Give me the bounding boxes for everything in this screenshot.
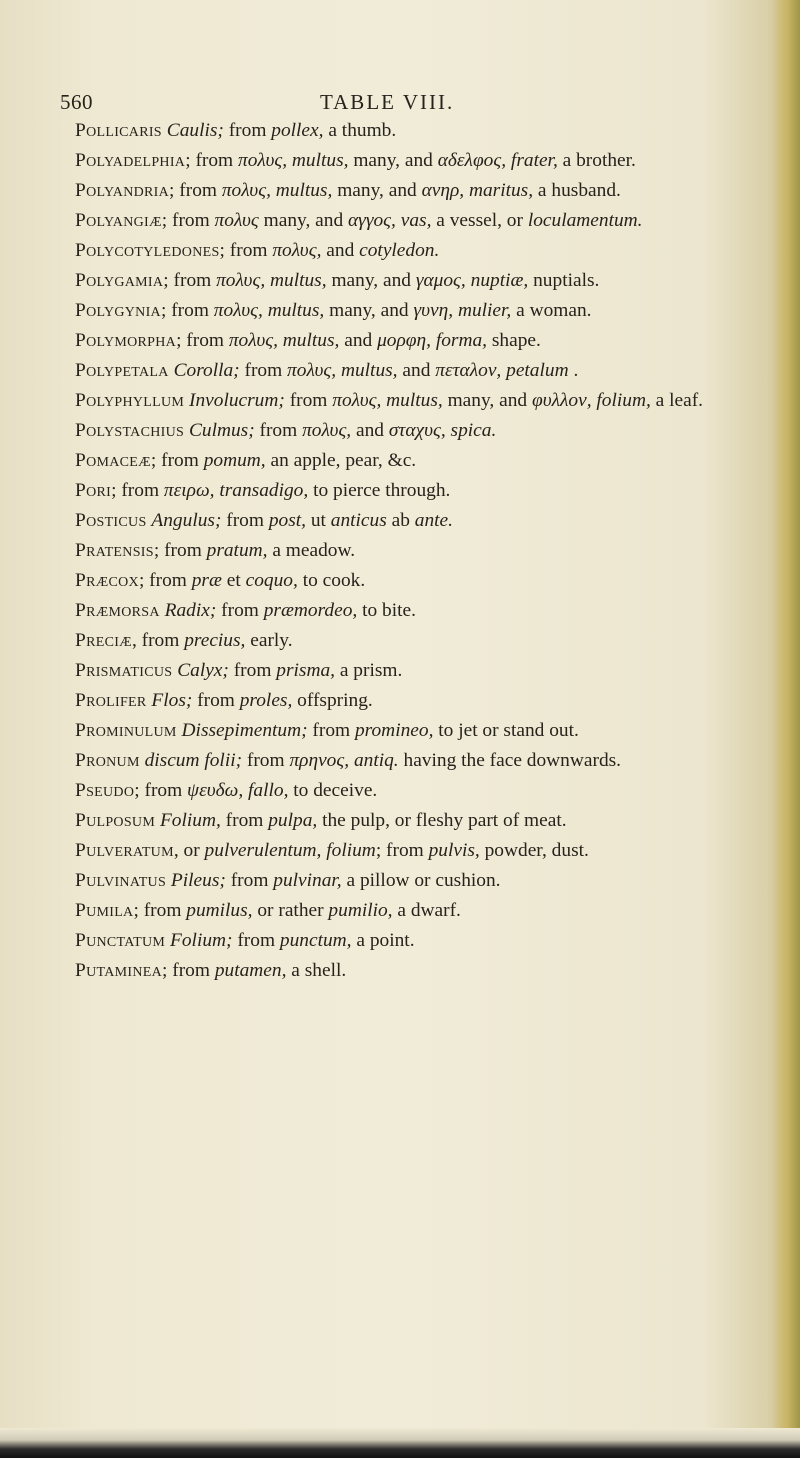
entry-text: from bbox=[284, 390, 333, 411]
entry-text: and bbox=[351, 420, 389, 441]
entry-text: ; from bbox=[160, 300, 214, 321]
entry-italic-text: πρηνος, antiq. bbox=[289, 750, 399, 771]
entry-italic-text: pomum, bbox=[203, 450, 266, 471]
entry-italic-text: præmordeo, bbox=[263, 600, 358, 621]
entry-text: many, and bbox=[258, 210, 348, 231]
entry-italic-text: prisma, bbox=[276, 660, 335, 681]
entry-text: a husband. bbox=[533, 180, 621, 201]
glossary-entry bbox=[75, 448, 735, 473]
entry-text: an apple, pear, &c. bbox=[265, 450, 417, 471]
entry-italic-text: discum folii; bbox=[144, 750, 243, 771]
entry-text: a dwarf. bbox=[392, 900, 461, 921]
glossary-entry bbox=[75, 628, 735, 653]
entry-text: from bbox=[242, 750, 290, 771]
entry-term: Pulveratum bbox=[75, 840, 174, 861]
entry-term: Pulvinatus bbox=[75, 870, 167, 891]
scan-bottom-edge bbox=[0, 1428, 800, 1458]
entry-term: Polygamia bbox=[75, 270, 164, 291]
entry-italic-text: ανηρ, maritus, bbox=[421, 180, 534, 201]
entry-italic-text: Radix; bbox=[164, 600, 217, 621]
glossary-entry bbox=[75, 868, 735, 893]
entry-term: Præcox bbox=[75, 570, 139, 591]
entry-italic-text: μορφη, forma, bbox=[377, 330, 488, 351]
entry-term: Prolifer bbox=[75, 690, 147, 711]
entry-italic-text: πολυς, bbox=[302, 420, 352, 441]
entry-text: the pulp, or fleshy part of meat. bbox=[317, 810, 567, 831]
entry-text: ; from bbox=[150, 450, 204, 471]
entry-text: and bbox=[321, 240, 360, 261]
entry-italic-text: φυλλον, folium, bbox=[531, 390, 651, 411]
entry-text: many, and bbox=[324, 300, 414, 321]
entry-text: ; from bbox=[163, 270, 217, 291]
glossary-entry bbox=[75, 718, 735, 743]
glossary-entry bbox=[75, 688, 735, 713]
entry-italic-text: Folium; bbox=[170, 930, 233, 951]
entry-term: Posticus bbox=[75, 510, 147, 531]
entry-text: a pillow or cushion. bbox=[341, 870, 501, 891]
entry-italic-text: coquo, bbox=[245, 570, 298, 591]
glossary-entry bbox=[75, 898, 735, 923]
entry-text: many, and bbox=[348, 150, 438, 171]
entry-italic-text: ψευδω, fallo, bbox=[187, 780, 289, 801]
entry-text: early. bbox=[245, 630, 293, 651]
entry-text: from bbox=[225, 870, 274, 891]
entry-italic-text: πολυς, multus, bbox=[221, 180, 333, 201]
entry-italic-text: πολυς, multus, bbox=[287, 360, 398, 381]
entry-term: Punctatum bbox=[75, 930, 166, 951]
entry-italic-text: πολυς, bbox=[272, 240, 322, 261]
entry-term: Polyangiæ bbox=[75, 210, 162, 231]
entry-italic-text: αγγος, vas, bbox=[348, 210, 432, 231]
entry-text: and bbox=[397, 360, 436, 381]
entry-text: many, and bbox=[332, 180, 422, 201]
entry-text: to deceive. bbox=[288, 780, 378, 801]
glossary-entry bbox=[75, 268, 735, 293]
entry-italic-text: πολυς, multus, bbox=[237, 150, 349, 171]
entry-text: ; from bbox=[138, 570, 192, 591]
entry-italic-text: Caulis; bbox=[166, 120, 224, 141]
entry-text: ; from bbox=[162, 960, 215, 981]
entry-text: ; from bbox=[169, 180, 222, 201]
entry-text: ; from bbox=[161, 210, 215, 231]
entry-italic-text: πολυς bbox=[214, 210, 259, 231]
entry-text: offspring. bbox=[292, 690, 373, 711]
entry-italic-text: Flos; bbox=[151, 690, 193, 711]
entry-text: ; from bbox=[375, 840, 429, 861]
entry-text: ; from bbox=[153, 540, 207, 561]
entry-term: Prismaticus bbox=[75, 660, 173, 681]
entry-term: Pori bbox=[75, 480, 112, 501]
entry-italic-text: precius, bbox=[184, 630, 246, 651]
glossary-entry bbox=[75, 808, 735, 833]
entry-text: from bbox=[228, 660, 277, 681]
entry-text: from bbox=[232, 930, 280, 951]
glossary-entry bbox=[75, 538, 735, 563]
entry-term: Polygynia bbox=[75, 300, 161, 321]
entry-italic-text: Calyx; bbox=[177, 660, 229, 681]
entry-text: ; from bbox=[133, 900, 187, 921]
entry-text: a meadow. bbox=[267, 540, 356, 561]
entry-italic-text: πολυς, multus, bbox=[228, 330, 340, 351]
entry-term: Putaminea bbox=[75, 960, 163, 981]
entry-term: Pomaceæ bbox=[75, 450, 151, 471]
entry-italic-text: Angulus; bbox=[151, 510, 222, 531]
entry-term: Prominulum bbox=[75, 720, 177, 741]
entry-text: ; from bbox=[185, 150, 238, 171]
entry-italic-text: Involucrum; bbox=[188, 390, 285, 411]
entry-text: many, and bbox=[442, 390, 532, 411]
entry-text: a shell. bbox=[286, 960, 347, 981]
entry-term: Pratensis bbox=[75, 540, 154, 561]
entry-text: a brother. bbox=[557, 150, 636, 171]
entry-term: Præmorsa bbox=[75, 600, 160, 621]
entry-text: from bbox=[220, 810, 269, 831]
running-title: TABLE VIII. bbox=[320, 90, 455, 114]
glossary-entries bbox=[75, 118, 735, 988]
entry-italic-text: proles, bbox=[239, 690, 293, 711]
entry-text: having the face downwards. bbox=[398, 750, 622, 771]
entry-italic-text: pulpa, bbox=[268, 810, 318, 831]
glossary-entry bbox=[75, 148, 735, 173]
entry-text: a thumb. bbox=[323, 120, 397, 141]
entry-italic-text: αδελφος, frater, bbox=[437, 150, 558, 171]
entry-italic-text: anticus bbox=[330, 510, 387, 531]
glossary-entry bbox=[75, 298, 735, 323]
entry-text: ; from bbox=[111, 480, 164, 501]
entry-term: Polyadelphia bbox=[75, 150, 186, 171]
entry-italic-text: pratum, bbox=[206, 540, 268, 561]
glossary-entry bbox=[75, 418, 735, 443]
glossary-entry bbox=[75, 358, 735, 383]
entry-text: a prism. bbox=[335, 660, 403, 681]
glossary-entry bbox=[75, 778, 735, 803]
entry-italic-text: πολυς, multus, bbox=[213, 300, 325, 321]
glossary-entry bbox=[75, 478, 735, 503]
entry-text: and bbox=[339, 330, 378, 351]
entry-italic-text: Pileus; bbox=[170, 870, 226, 891]
entry-term: Pulposum bbox=[75, 810, 156, 831]
glossary-entry bbox=[75, 958, 735, 983]
entry-text: . bbox=[568, 360, 579, 381]
entry-term: Polypetala bbox=[75, 360, 169, 381]
entry-text: to cook. bbox=[297, 570, 366, 591]
entry-text: a leaf. bbox=[650, 390, 704, 411]
entry-text: ; from bbox=[219, 240, 273, 261]
entry-term: Pumila bbox=[75, 900, 134, 921]
entry-italic-text: putamen, bbox=[214, 960, 287, 981]
glossary-entry bbox=[75, 748, 735, 773]
entry-text: , or bbox=[173, 840, 205, 861]
entry-text: from bbox=[221, 510, 269, 531]
entry-italic-text: πολυς, multus, bbox=[216, 270, 327, 291]
entry-term: Pronum bbox=[75, 750, 140, 771]
entry-italic-text: Dissepimentum; bbox=[181, 720, 308, 741]
entry-text: ut bbox=[305, 510, 331, 531]
entry-italic-text: σταχυς, spica. bbox=[388, 420, 497, 441]
entry-text: nuptials. bbox=[528, 270, 600, 291]
page-edge-shadow bbox=[772, 0, 800, 1458]
entry-text: ; from bbox=[134, 780, 188, 801]
entry-text: from bbox=[254, 420, 303, 441]
entry-italic-text: pulvis, bbox=[428, 840, 480, 861]
entry-italic-text: πολυς, multus, bbox=[332, 390, 443, 411]
entry-italic-text: πειρω, transadigo, bbox=[163, 480, 309, 501]
entry-text: from bbox=[216, 600, 264, 621]
glossary-entry bbox=[75, 178, 735, 203]
entry-term: Polycotyledones bbox=[75, 240, 220, 261]
entry-text: ; from bbox=[176, 330, 229, 351]
glossary-entry bbox=[75, 928, 735, 953]
entry-text: a woman. bbox=[511, 300, 592, 321]
glossary-entry bbox=[75, 838, 735, 863]
entry-text: a point. bbox=[351, 930, 415, 951]
entry-text: many, and bbox=[326, 270, 416, 291]
entry-italic-text: præ bbox=[191, 570, 222, 591]
entry-italic-text: pumilio, bbox=[328, 900, 393, 921]
entry-term: Polymorpha bbox=[75, 330, 177, 351]
glossary-entry bbox=[75, 568, 735, 593]
entry-text: to jet or stand out. bbox=[433, 720, 579, 741]
entry-italic-text: pumilus, bbox=[186, 900, 253, 921]
glossary-entry bbox=[75, 208, 735, 233]
entry-italic-text: pulverulentum, folium bbox=[204, 840, 376, 861]
entry-text: from bbox=[223, 120, 272, 141]
entry-italic-text: loculamentum. bbox=[527, 210, 643, 231]
entry-term: Preciæ bbox=[75, 630, 132, 651]
entry-italic-text: cotyledon. bbox=[359, 240, 440, 261]
entry-text: et bbox=[221, 570, 246, 591]
entry-text: from bbox=[192, 690, 240, 711]
glossary-entry bbox=[75, 658, 735, 683]
entry-text: a vessel, or bbox=[431, 210, 528, 231]
glossary-entry bbox=[75, 238, 735, 263]
entry-text: from bbox=[239, 360, 288, 381]
entry-italic-text: punctum, bbox=[279, 930, 352, 951]
page-number: 560 bbox=[60, 90, 93, 114]
entry-italic-text: promineo, bbox=[354, 720, 434, 741]
entry-text: from bbox=[307, 720, 355, 741]
entry-term: Polyandria bbox=[75, 180, 170, 201]
entry-italic-text: γυνη, mulier, bbox=[413, 300, 512, 321]
entry-italic-text: γαμος, nuptiæ, bbox=[415, 270, 529, 291]
entry-text: ab bbox=[386, 510, 415, 531]
glossary-entry bbox=[75, 118, 735, 143]
entry-italic-text: post, bbox=[268, 510, 306, 531]
glossary-entry bbox=[75, 508, 735, 533]
entry-text: , from bbox=[131, 630, 185, 651]
entry-text: to bite. bbox=[357, 600, 416, 621]
entry-term: Polyphyllum bbox=[75, 390, 185, 411]
entry-italic-text: pollex, bbox=[271, 120, 324, 141]
glossary-entry bbox=[75, 328, 735, 353]
page-header bbox=[60, 90, 740, 120]
entry-term: Pseudo bbox=[75, 780, 135, 801]
entry-italic-text: pulvinar, bbox=[273, 870, 342, 891]
entry-italic-text: Corolla; bbox=[173, 360, 240, 381]
entry-italic-text: ante. bbox=[414, 510, 454, 531]
entry-term: Pollicaris bbox=[75, 120, 162, 141]
entry-text: or rather bbox=[252, 900, 329, 921]
entry-text: to pierce through. bbox=[308, 480, 451, 501]
entry-italic-text: Folium, bbox=[159, 810, 221, 831]
entry-italic-text: πεταλον, petalum bbox=[435, 360, 569, 381]
entry-text: powder, dust. bbox=[479, 840, 589, 861]
entry-italic-text: Culmus; bbox=[188, 420, 255, 441]
glossary-entry bbox=[75, 388, 735, 413]
entry-term: Polystachius bbox=[75, 420, 185, 441]
glossary-entry bbox=[75, 598, 735, 623]
entry-text: shape. bbox=[487, 330, 541, 351]
